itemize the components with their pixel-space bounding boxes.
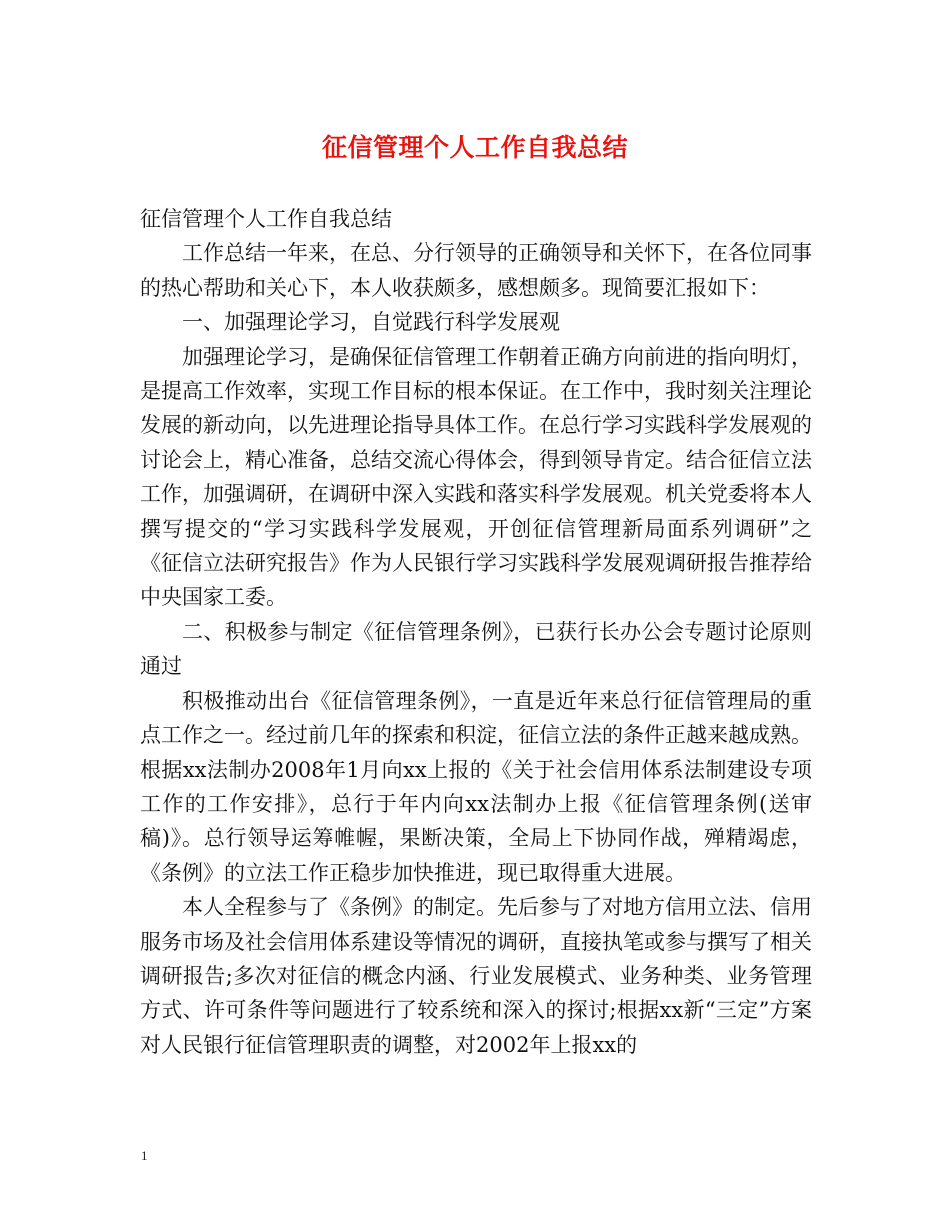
paragraph-participation: 本人全程参与了《条例》的制定。先后参与了对地方信用立法、信用服务市场及社会信用体系建设等情况的调研，直接执笔或参与撰写了相关调研报告;多次对征信的概念内涵、行业发展模式、业务种类、业务管理方式、许可条件等问题进行了较系统和深入的探讨;根据xx新“三定”方案对人民银行征信管理职责的调整，对2002年上报xx的 [140,895,812,1057]
document-body [140,202,812,1062]
paragraph-theory-study: 加强理论学习，是确保征信管理工作朝着正确方向前进的指向明灯，是提高工作效率，实现工作目标的根本保证。在工作中，我时刻关注理论发展的新动向，以先进理论指导具体工作。在总行学习实践科学发展观的讨论会上，精心准备，总结交流心得体会，得到领导肯定。结合征信立法工作，加强调研，在调研中深入实践和落实科学发展观。机关党委将本人撰写提交的“学习实践科学发展观，开创征信管理新局面系列调研”之《征信立法研究报告》作为人民银行学习实践科学发展观调研报告推荐给中央国家工委。 [140,344,812,610]
section-heading-1: 一、加强理论学习，自觉践行科学发展观 [182,310,560,335]
page-number: 1 [141,1148,148,1163]
section-heading-2: 二、积极参与制定《征信管理条例》，已获行长办公会专题讨论原则通过 [140,619,812,679]
paragraph-regulation: 积极推动出台《征信管理条例》，一直是近年来总行征信管理局的重点工作之一。经过前几年的探索和积淀，征信立法的条件正越来越成熟。根据xx法制办2008年1月向xx上报的《关于社会信用体系法制建设专项工作的工作安排》，总行于年内向xx法制办上报《征信管理条例(送审稿)》。总行领导运筹帷幄，果断决策，全局上下协同作战，殚精竭虑，《条例》的立法工作正稳步加快推进，现已取得重大进展。 [140,688,812,885]
paragraph-intro: 工作总结一年来，在总、分行领导的正确领导和关怀下，在各位同事的热心帮助和关心下，本人收获颇多，感想颇多。现简要汇报如下： [140,241,812,300]
document-title: 征信管理个人工作自我总结 [321,133,628,162]
document-subtitle: 征信管理个人工作自我总结 [140,207,392,231]
